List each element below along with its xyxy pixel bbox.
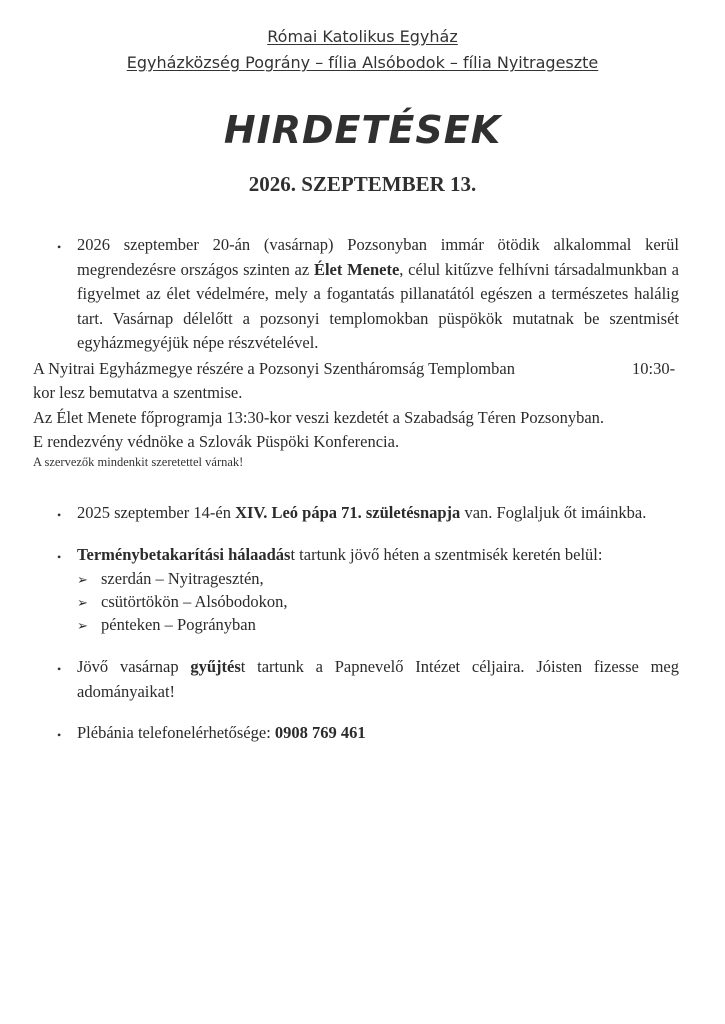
item1-text-a: 2026 szeptember 20-án (vasárnap) Pozsonyban immár ötödik alkalommal kerül megrendezésre országos szinten az xyxy=(77,235,679,279)
nyitra-line: A Nyitrai Egyházmegye részére a Pozsonyi Szentháromság Templomban xyxy=(33,359,515,378)
page-title: HIRDETÉSEK xyxy=(223,108,502,152)
arrow-bullet-icon: ➢ xyxy=(77,573,88,588)
announcement-item-3 xyxy=(77,543,679,568)
announcement-item-1 xyxy=(77,233,679,356)
phone-number: 0908 769 461 xyxy=(274,723,366,742)
parish-header-line2: Egyházközség Pográny – fília Alsóbodok – fília Nyitrageszte xyxy=(126,53,599,72)
nyitra-line2: kor lesz bemutatva a szentmise. xyxy=(33,383,243,402)
announcement-item-4 xyxy=(77,655,679,704)
item4-bold: gyűjtés xyxy=(190,657,241,676)
bullet-2: • xyxy=(57,508,62,522)
item2-text-a: 2025 szeptember 14-én xyxy=(77,503,236,522)
item5-text-a: Plébánia telefonelérhetősége: xyxy=(77,723,275,742)
item4-text-a: Jövő vasárnap xyxy=(77,657,191,676)
announcement-item-5 xyxy=(77,721,679,746)
item1-text-b: , célul kitűzve felhívni társadalmunkban a figyelmet az élet védelmére, mely a fogantatás pillanatától egészen a természetes halálig tart. Vasárnap délelőtt a pozsonyi templomokban püspökök mutatnak be szentmisét egyházmegyéjük népe részvételével. xyxy=(77,259,679,352)
announcement-item-2 xyxy=(77,501,679,526)
schedule-item-friday xyxy=(77,613,256,640)
schedule-text: csütörtökön – Alsóbodokon, xyxy=(101,592,288,611)
parish-header-line1: Római Katolikus Egyház xyxy=(267,27,458,46)
bullet-1: • xyxy=(57,240,62,254)
item2-text-b: van. Foglaljuk őt imáinkba. xyxy=(460,503,647,522)
patron-line: E rendezvény védnöke a Szlovák Püspöki Konferencia. xyxy=(33,432,400,451)
elet-menete-program-line: Az Élet Menete főprogramja 13:30-kor veszi kezdetét a Szabadság Téren Pozsonyban. xyxy=(33,408,605,427)
item3-text-b: t tartunk jövő héten a szentmisék keretén belül: xyxy=(290,545,603,564)
bullet-3: • xyxy=(57,550,62,564)
organizers-line: A szervezők mindenkit szeretettel várnak! xyxy=(33,455,244,469)
schedule-text: szerdán – Nyitragesztén, xyxy=(101,569,264,588)
arrow-bullet-icon: ➢ xyxy=(77,596,88,611)
bullet-5: • xyxy=(57,728,62,742)
announcement-date: 2026. SZEPTEMBER 13. xyxy=(248,172,477,196)
nyitra-time: 10:30- xyxy=(632,359,676,378)
item3-bold: Terménybetakarítási hálaadás xyxy=(77,545,291,564)
bullet-4: • xyxy=(57,662,62,676)
item2-bold: XIV. Leó pápa 71. születésnapja xyxy=(235,503,461,522)
schedule-text: pénteken – Pogrányban xyxy=(101,615,256,634)
item1-bold: Élet Menete xyxy=(313,259,400,279)
item4-text-b: t tartunk a Papnevelő Intézet céljaira. Jóisten fizesse meg adományaikat! xyxy=(77,657,680,701)
arrow-bullet-icon: ➢ xyxy=(77,619,88,634)
